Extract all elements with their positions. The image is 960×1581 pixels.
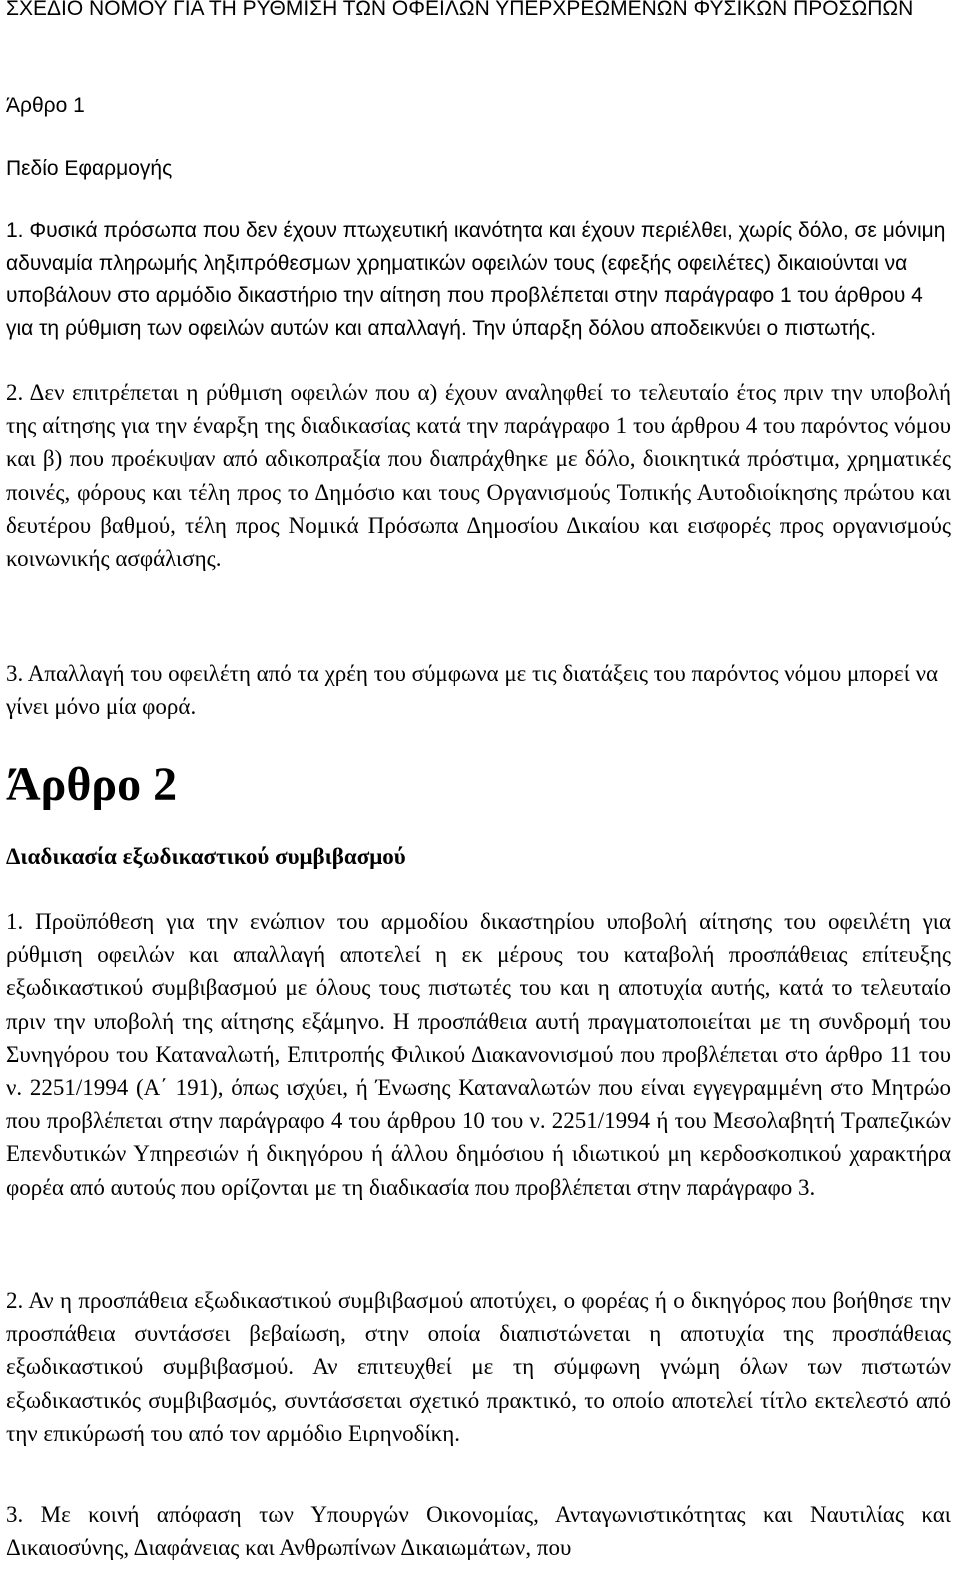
article-2-paragraph-3: 3. Με κοινή απόφαση των Υπουργών Οικονομίας, Ανταγωνιστικότητας και Ναυτιλίας και Δικαιοσύνης, Διαφάνειας και Ανθρωπίνων Δικαιωμάτων, που: [6, 1502, 951, 1561]
article-1-paragraph-3: 3. Απαλλαγή του οφειλέτη από τα χρέη του σύμφωνα με τις διατάξεις του παρόντος νόμου μπορεί να γίνει μόνο μία φορά.: [6, 661, 939, 720]
article-2-heading: Άρθρο 2: [6, 758, 178, 811]
article-2-paragraph-2: 2. Αν η προσπάθεια εξωδικαστικού συμβιβασμού αποτύχει, ο φορέας ή ο δικηγόρος που βοήθησε την προσπάθεια συντάσσει βεβαίωση, στην οποία διαπιστώνεται η αποτυχία της προσπάθειας εξωδικαστικού συμβιβασμού. Αν επιτευχθεί με τη σύμφωνη γνώμη όλων των πιστωτών εξωδικαστικός συμβιβασμός, συντάσσεται σχετικό πρακτικό, το οποίο αποτελεί τίτλο εκτελεστό από την επικύρωσή του από τον αρμόδιο Ειρηνοδίκη.: [6, 1288, 951, 1446]
article-1-paragraph-2: 2. Δεν επιτρέπεται η ρύθμιση οφειλών που α) έχουν αναληφθεί το τελευταίο έτος πριν την υποβολή της αίτησης για την έναρξη της διαδικασίας κατά την παράγραφο 1 του άρθρου 4 του παρόντος νόμου και β) που προέκυψαν από αδικοπραξία που διαπράχθηκε με δόλο, διοικητικά πρόστιμα, χρηματικές ποινές, φόρους και τέλη προς το Δημόσιο και τους Οργανισμούς Τοπικής Αυτοδιοίκησης πρώτου και δευτέρου βαθμού, τέλη προς Νομικά Πρόσωπα Δημοσίου Δικαίου και εισφορές προς οργανισμούς κοινωνικής ασφάλισης.: [6, 380, 951, 572]
article-1-heading: Άρθρο 1: [6, 94, 85, 117]
article-1-paragraph-1: 1. Φυσικά πρόσωπα που δεν έχουν πτωχευτική ικανότητα και έχουν περιέλθει, χωρίς δόλο, σε μόνιμη αδυναμία πληρωμής ληξιπρόθεσμων χρηματικών οφειλών τους (εφεξής οφειλέτες) δικαιούνται να υποβάλουν στο αρμόδιο δικαστήριο την αίτηση που προβλέπεται στην παράγραφο 1 του άρθρου 4 για τη ρύθμιση των οφειλών αυτών και απαλλαγή. Την ύπαρξη δόλου αποδεικνύει ο πιστωτής.: [6, 219, 946, 340]
article-2-subtitle: Διαδικασία εξωδικαστικού συμβιβασμού: [6, 844, 406, 869]
article-1-subtitle: Πεδίο Εφαρμογής: [6, 157, 173, 180]
article-2-paragraph-1: 1. Προϋπόθεση για την ενώπιον του αρμοδίου δικαστηρίου υποβολή αίτησης του οφειλέτη για ρύθμιση οφειλών και απαλλαγή αποτελεί η εκ μέρους του καταβολή προσπάθειας επίτευξης εξωδικαστικού συμβιβασμού με όλους τους πιστωτές του και η αποτυχία αυτής, κατά το τελευταίο πριν την υποβολή της αίτησης εξάμηνο. Η προσπάθεια αυτή πραγματοποιείται με τη συνδρομή του Συνηγόρου του Καταναλωτή, Επιτροπής Φιλικού Διακανονισμού που προβλέπεται στο άρθρο 11 του ν. 2251/1994 (Α΄ 191), όπως ισχύει, ή Ένωσης Καταναλωτών που είναι εγγεγραμμένη στο Μητρώο που προβλέπεται στην παράγραφο 4 του άρθρου 10 του ν. 2251/1994 ή του Μεσολαβητή Τραπεζικών Επενδυτικών Υπηρεσιών ή δικηγόρου ή άλλου δημόσιου ή ιδιωτικού μη κερδοσκοπικού χαρακτήρα φορέα από αυτούς που ορίζονται με τη διαδικασία που προβλέπεται στην παράγραφο 3.: [6, 909, 951, 1200]
document-title: ΣΧΕΔΙΟ ΝΟΜΟΥ ΓΙΑ ΤΗ ΡΥΘΜΙΣΗ ΤΩΝ ΟΦΕΙΛΩΝ ΥΠΕΡΧΡΕΩΜΕΝΩΝ ΦΥΣΙΚΩΝ ΠΡΟΣΩΠΩΝ: [6, 0, 914, 20]
